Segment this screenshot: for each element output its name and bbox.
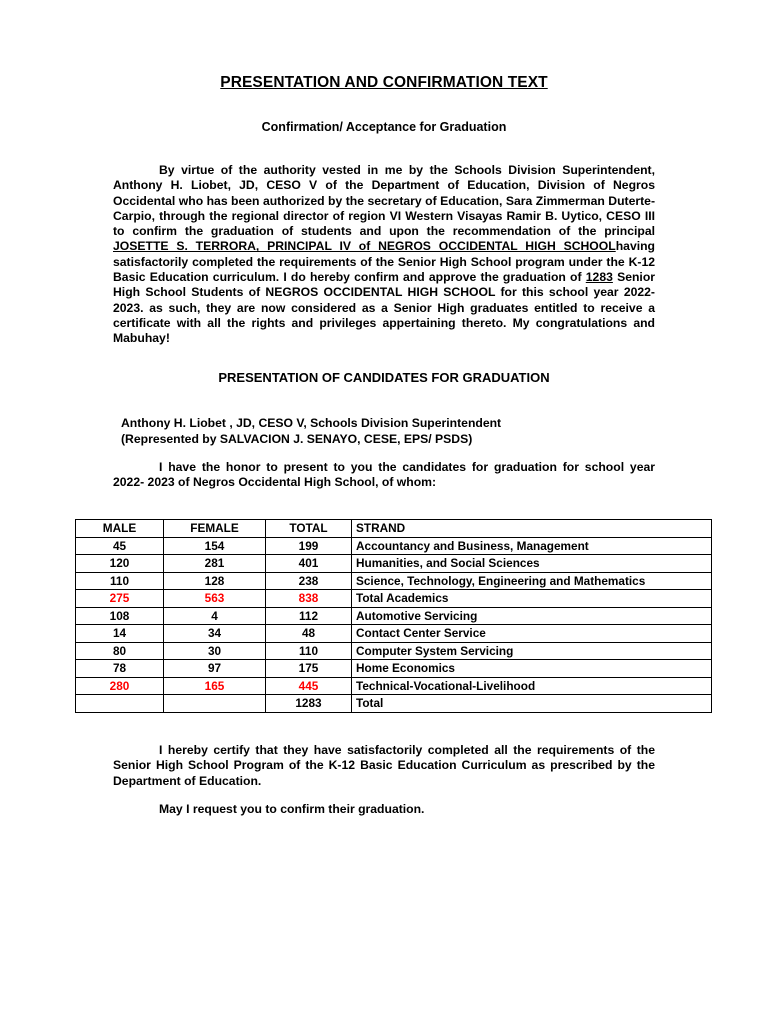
request-text: May I request you to confirm their graduation. [159, 802, 425, 816]
certify-paragraph [113, 743, 655, 789]
cell-male: 275 [76, 590, 164, 608]
cell-strand: Technical-Vocational-Livelihood [352, 677, 712, 695]
certify-text: I hereby certify that they have satisfactorily completed all the requirements of the Senior High School Program of the K-12 Basic Education Curriculum as prescribed by the Department of Education. [113, 743, 655, 788]
cell-strand: Science, Technology, Engineering and Mathematics [352, 572, 712, 590]
cell-male [76, 695, 164, 713]
document-title: PRESENTATION AND CONFIRMATION TEXT [220, 74, 548, 91]
document-subtitle: Confirmation/ Acceptance for Graduation [261, 120, 507, 134]
table-row [76, 695, 712, 713]
cell-female: 281 [164, 555, 266, 573]
header-total: TOTAL [266, 520, 352, 538]
cell-total: 110 [266, 642, 352, 660]
cell-female: 4 [164, 607, 266, 625]
cell-male: 280 [76, 677, 164, 695]
principal-name: JOSETTE S. TERRORA, PRINCIPAL IV of NEGROS OCCIDENTAL HIGH SCHOOL [113, 239, 616, 254]
presenter-line-1: Anthony H. Liobet , JD, CESO V, Schools Division Superintendent [121, 416, 502, 430]
cell-strand: Accountancy and Business, Management [352, 537, 712, 555]
cell-male: 45 [76, 537, 164, 555]
graduate-count: 1283 [585, 270, 613, 285]
cell-male: 110 [76, 572, 164, 590]
cell-strand: Total Academics [352, 590, 712, 608]
cell-strand: Computer System Servicing [352, 642, 712, 660]
cell-total: 199 [266, 537, 352, 555]
cell-strand: Total [352, 695, 712, 713]
cell-total: 112 [266, 607, 352, 625]
cell-male: 108 [76, 607, 164, 625]
cell-female: 563 [164, 590, 266, 608]
cell-male: 120 [76, 555, 164, 573]
candidates-table [75, 519, 712, 713]
table-row [76, 642, 712, 660]
table-row [76, 607, 712, 625]
cell-total: 401 [266, 555, 352, 573]
cell-total: 445 [266, 677, 352, 695]
confirmation-text-middle: having satisfactorily completed the requirements of the Senior High School program under the K-12 Basic Education curriculum. I do hereby confirm and approve the graduation of [113, 239, 655, 285]
cell-strand: Home Economics [352, 660, 712, 678]
cell-strand: Automotive Servicing [352, 607, 712, 625]
header-female: FEMALE [164, 520, 266, 538]
cell-total: 1283 [266, 695, 352, 713]
cell-total: 48 [266, 625, 352, 643]
table-row [76, 590, 712, 608]
cell-male: 14 [76, 625, 164, 643]
request-paragraph [113, 802, 655, 817]
header-male: MALE [76, 520, 164, 538]
confirmation-text-end: Senior High School Students of NEGROS OCCIDENTAL HIGH SCHOOL for this school year 2022- 2023. as such, they are now considered as a Senior High graduates entitled to receive a certificate with all the rights and privileges appertaining thereto. My congratulations and Mabuhay! [113, 270, 656, 346]
presentation-title: PRESENTATION OF CANDIDATES FOR GRADUATION [218, 370, 550, 385]
cell-female: 154 [164, 537, 266, 555]
honor-paragraph [113, 460, 655, 491]
table-row [76, 660, 712, 678]
cell-female [164, 695, 266, 713]
cell-female: 30 [164, 642, 266, 660]
cell-total: 838 [266, 590, 352, 608]
cell-strand: Humanities, and Social Sciences [352, 555, 712, 573]
cell-female: 128 [164, 572, 266, 590]
table-row [76, 537, 712, 555]
presenter-block [121, 416, 501, 447]
cell-total: 175 [266, 660, 352, 678]
cell-strand: Contact Center Service [352, 625, 712, 643]
table-row [76, 572, 712, 590]
cell-male: 80 [76, 642, 164, 660]
confirmation-paragraph [113, 163, 655, 347]
table-row [76, 677, 712, 695]
cell-female: 34 [164, 625, 266, 643]
presenter-line-2: (Represented by SALVACION J. SENAYO, CESE, EPS/ PSDS) [121, 431, 473, 446]
header-strand: STRAND [352, 520, 712, 538]
cell-female: 97 [164, 660, 266, 678]
cell-female: 165 [164, 677, 266, 695]
cell-male: 78 [76, 660, 164, 678]
honor-text: I have the honor to present to you the candidates for graduation for school year 2022- 2023 of Negros Occidental High School, of whom: [113, 460, 655, 490]
table-row [76, 555, 712, 573]
cell-total: 238 [266, 572, 352, 590]
table-row [76, 625, 712, 643]
confirmation-text-start: By virtue of the authority vested in me by the Schools Division Superintendent, Anthony H. Liobet, JD, CESO V of the Department of Education, Division of Negros Occidental who has been authorized by the secretary of Education, Sara Zimmerman Duterte-Carpio, through the regional director of region VI Western Visayas Ramir B. Uytico, CESO III to confirm the graduation of students and upon the recommendation of the principal [113, 163, 655, 239]
table-header-row [76, 520, 712, 538]
